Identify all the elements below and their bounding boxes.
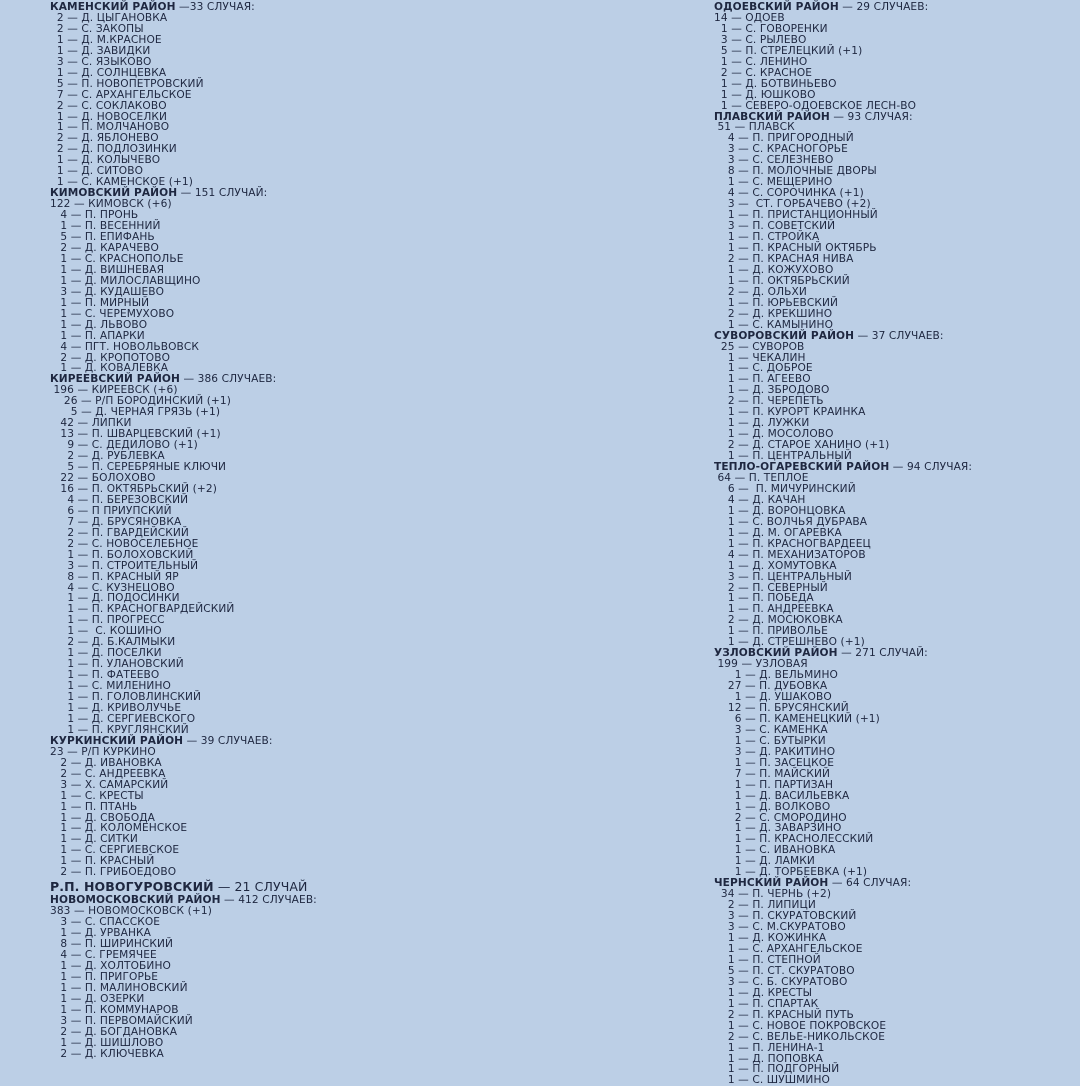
locality-entry: 2 — Д. МОСЮКОВКА xyxy=(714,614,843,627)
locality-entry: 1 — П. ПОДГОРНЫЙ xyxy=(714,1063,840,1076)
locality-entry: 25 — СУВОРОВ xyxy=(714,340,805,353)
locality-entry: 2 — С. НОВОСЕЛЕБНОЕ xyxy=(50,537,199,550)
locality-entry: 7 — Д. БРУСЯНОВКА xyxy=(50,515,182,528)
locality-entry: 3 — С. Б. СКУРАТОВО xyxy=(714,975,848,988)
district-block xyxy=(50,374,520,735)
locality-entry: 7 — П. МАЙСКИЙ xyxy=(714,767,831,780)
entry-list xyxy=(50,385,520,736)
locality-entry: 4 — П. БЕРЕЗОВСКИЙ xyxy=(50,493,189,506)
entry-list xyxy=(714,473,1074,648)
district-name: ТЕПЛО-ОГАРЕВСКИЙ РАЙОН xyxy=(714,461,890,474)
locality-entry: 1 — Д. ЛЬВОВО xyxy=(50,318,148,331)
locality-entry: 1 — Д. КОВАЛЕВКА xyxy=(50,362,169,375)
locality-entry: 1 — П. КРАСНЫЙ ОКТЯБРЬ xyxy=(714,241,877,254)
locality-entry: 42 — ЛИПКИ xyxy=(50,417,132,430)
locality-entry: 1 — Д. ЛАМКИ xyxy=(714,855,815,868)
district-count: — 386 СЛУЧАЕВ: xyxy=(180,373,277,386)
locality-entry: 4 — ПГТ. НОВОЛЬВОВСК xyxy=(50,340,200,353)
entry-list xyxy=(714,13,1074,112)
locality-entry: 26 — Р/П БОРОДИНСКИЙ (+1) xyxy=(50,395,231,408)
locality-entry: 1 — С. ДОБРОЕ xyxy=(714,362,813,375)
locality-entry: 3 — С. М.СКУРАТОВО xyxy=(714,921,846,934)
locality-entry: 34 — П. ЧЕРНЬ (+2) xyxy=(714,888,832,901)
district-block xyxy=(50,878,520,895)
locality-entry: 2 — Д. КРЕКШИНО xyxy=(714,307,833,320)
entry-list xyxy=(714,342,1074,462)
locality-entry: 6 — П. КАМЕНЕЦКИЙ (+1) xyxy=(714,712,880,725)
locality-entry: 1 — Д. ПОДОСИНКИ xyxy=(50,592,180,605)
locality-entry: 5 — П. СЕРЕБРЯНЫЕ КЛЮЧИ xyxy=(50,461,227,474)
locality-entry: 3 — СТ. ГОРБАЧЕВО (+2) xyxy=(714,198,871,211)
locality-entry: 1 — СЕВЕРО-ОДОЕВСКОЕ ЛЕСН-ВО xyxy=(714,99,917,112)
locality-entry: 2 — С. СМОРОДИНО xyxy=(714,811,847,824)
locality-entry: 1 — П. МОЛЧАНОВО xyxy=(50,121,170,134)
locality-entry: 1 — С. БУТЫРКИ xyxy=(714,734,826,747)
district-block xyxy=(714,112,1074,331)
district-header xyxy=(50,878,520,895)
locality-entry: 1 — П. УЛАНОВСКИЙ xyxy=(50,658,184,671)
locality-entry: 1 — П. АГЕЕВО xyxy=(714,373,811,386)
locality-entry: 1 — Д. СОЛНЦЕВКА xyxy=(50,66,167,79)
locality-entry: 1 — П. КРАСНОЛЕССКИЙ xyxy=(714,833,874,846)
district-block xyxy=(50,736,520,878)
locality-entry: 1 — Д. ЮШКОВО xyxy=(714,88,816,101)
district-name: КИРЕЕВСКИЙ РАЙОН xyxy=(50,373,180,386)
locality-entry: 1 — П. МИРНЫЙ xyxy=(50,296,150,309)
entry-list xyxy=(50,906,520,1059)
locality-entry: 1 — П. ПРИГОРЬЕ xyxy=(50,970,159,983)
entry-list xyxy=(50,13,520,188)
locality-entry: 2 — Д. БОГДАНОВКА xyxy=(50,1025,178,1038)
locality-entry: 1 — П. КУРОРТ КРАИНКА xyxy=(714,406,866,419)
district-block xyxy=(50,895,520,1059)
locality-entry: 1 — П. АНДРЕЕВКА xyxy=(714,603,834,616)
locality-entry: 383 — НОВОМОСКОВСК (+1) xyxy=(50,905,212,918)
locality-entry: 2 — С. КРАСНОЕ xyxy=(714,66,813,79)
locality-entry: 1 — С. СЕРГИЕВСКОЕ xyxy=(50,844,180,857)
locality-entry: 2 — П. ГРИБОЕДОВО xyxy=(50,866,177,879)
locality-entry: 8 — П. ШИРИНСКИЙ xyxy=(50,938,174,951)
locality-entry: 4 — С. ГРЕМЯЧЕЕ xyxy=(50,949,157,962)
locality-entry: 1 — Д. КОЖУХОВО xyxy=(714,263,834,276)
locality-entry: 1 — П. КОММУНАРОВ xyxy=(50,1003,179,1016)
district-count: —33 СЛУЧАЯ: xyxy=(175,1,255,13)
district-name: СУВОРОВСКИЙ РАЙОН xyxy=(714,329,855,342)
locality-entry: 1 — Д. ПОПОВКА xyxy=(714,1052,823,1065)
locality-entry: 1 — П. КРАСНЫЙ xyxy=(50,855,155,868)
entry-list xyxy=(714,659,1074,878)
locality-entry: 1 — П. КРАСНОГВАРДЕЙСКИЙ xyxy=(50,603,235,616)
locality-entry: 2 — Д. РУБЛЕВКА xyxy=(50,450,165,463)
locality-entry: 6 — П. МИЧУРИНСКИЙ xyxy=(714,482,856,495)
locality-entry: 196 — КИРЕЕВСК (+6) xyxy=(50,384,178,397)
locality-entry: 1 — Д. ОЗЕРКИ xyxy=(50,992,145,1005)
district-name: ПЛАВСКИЙ РАЙОН xyxy=(714,110,830,123)
locality-entry: 12 — П. БРУСЯНСКИЙ xyxy=(714,702,849,714)
locality-entry: 3 — С. СПАССКОЕ xyxy=(50,916,161,929)
locality-entry: 3 — С. РЫЛЕВО xyxy=(714,33,807,46)
locality-entry: 2 — С. ЗАКОПЫ xyxy=(50,22,144,35)
locality-entry: 1 — П. СТРОЙКА xyxy=(714,231,820,244)
district-name: КУРКИНСКИЙ РАЙОН xyxy=(50,734,184,747)
district-name: Р.П. НОВОГУРОВСКИЙ xyxy=(50,879,214,895)
locality-entry: 2 — Д. КЛЮЧЕВКА xyxy=(50,1047,164,1060)
locality-entry: 3 — С. СЕЛЕЗНЕВО xyxy=(714,154,834,167)
locality-entry: 1 — С. ЧЕРЕМУХОВО xyxy=(50,307,175,320)
locality-entry: 1 — Д. МИЛОСЛАВЩИНО xyxy=(50,274,201,287)
locality-entry: 2 — С. ВЕЛЬЕ-НИКОЛЬСКОЕ xyxy=(714,1030,886,1043)
locality-entry: 1 — Д. УШАКОВО xyxy=(714,691,832,704)
district-name: ЧЕРНСКИЙ РАЙОН xyxy=(714,877,829,890)
locality-entry: 3 — Д. КУДАШЕВО xyxy=(50,285,165,298)
locality-entry: 1 — С. КРЕСТЫ xyxy=(50,789,144,802)
locality-entry: 2 — Д. Б.КАЛМЫКИ xyxy=(50,636,176,649)
locality-entry: 3 — П. ПЕРВОМАЙСКИЙ xyxy=(50,1014,193,1027)
right-column xyxy=(714,2,1074,1086)
locality-entry: 1 — Д. ЗАВИДКИ xyxy=(50,44,151,57)
district-block xyxy=(714,878,1074,1086)
locality-entry: 1 — Д. ЛУЖКИ xyxy=(714,417,810,430)
locality-entry: 1 — Д. М.КРАСНОЕ xyxy=(50,33,162,46)
locality-entry: 1 — П. МАЛИНОВСКИЙ xyxy=(50,981,188,994)
district-count: — 151 СЛУЧАЙ: xyxy=(177,187,268,200)
district-block xyxy=(714,331,1074,462)
district-block xyxy=(50,2,520,188)
district-count: — 39 СЛУЧАЕВ: xyxy=(183,734,273,747)
district-count: — 37 СЛУЧАЕВ: xyxy=(854,329,944,342)
locality-entry: 1 — С. КАМЕНСКОЕ (+1) xyxy=(50,176,194,189)
locality-entry: 22 — БОЛОХОВО xyxy=(50,471,156,484)
locality-entry: 16 — П. ОКТЯБРЬСКИЙ (+2) xyxy=(50,482,217,495)
locality-entry: 4 — П. МЕХАНИЗАТОРОВ xyxy=(714,548,866,561)
left-column xyxy=(50,2,520,1060)
locality-entry: 6 — П ПРИУПСКИЙ xyxy=(50,504,172,517)
locality-entry: 1 — Д. ВЕЛЬМИНО xyxy=(714,669,838,682)
locality-entry: 1 — Д. СЕРГИЕВСКОГО xyxy=(50,712,196,725)
locality-entry: 1 — П. ЗАСЕЦКОЕ xyxy=(714,756,834,769)
locality-entry: 5 — Д. ЧЕРНАЯ ГРЯЗЬ (+1) xyxy=(50,406,221,419)
locality-entry: 3 — С. КАМЕНКА xyxy=(714,723,828,736)
locality-entry: 1 — П. БОЛОХОВСКИЙ xyxy=(50,548,194,561)
district-block xyxy=(714,462,1074,648)
locality-entry: 3 — П. ЦЕНТРАЛЬНЫЙ xyxy=(714,570,852,583)
locality-entry: 3 — П. СТРОИТЕЛЬНЫЙ xyxy=(50,559,199,572)
locality-entry: 2 — П. ГВАРДЕЙСКИЙ xyxy=(50,526,189,539)
locality-entry: 2 — П. СЕВЕРНЫЙ xyxy=(714,581,828,594)
locality-entry: 1 — Д. НОВОСЕЛКИ xyxy=(50,110,168,123)
locality-entry: 3 — Х. САМАРСКИЙ xyxy=(50,778,169,791)
locality-entry: 1 — Д. ШИШЛОВО xyxy=(50,1036,164,1049)
locality-entry: 1 — П. ВЕСЕННИЙ xyxy=(50,220,161,233)
locality-entry: 1 — П. ПРИСТАНЦИОННЫЙ xyxy=(714,209,878,222)
locality-entry: 122 — КИМОВСК (+6) xyxy=(50,198,172,211)
locality-entry: 7 — С. АРХАНГЕЛЬСКОЕ xyxy=(50,88,192,101)
district-block xyxy=(50,188,520,374)
locality-entry: 51 — ПЛАВСК xyxy=(714,121,795,134)
locality-entry: 1 — Д. ВОРОНЦОВКА xyxy=(714,504,846,517)
locality-entry: 2 — Д. ЦЫГАНОВКА xyxy=(50,11,168,24)
locality-entry: 1 — Д. СИТКИ xyxy=(50,833,138,846)
locality-entry: 1 — ЧЕКАЛИН xyxy=(714,351,806,364)
locality-entry: 1 — С. ЛЕНИНО xyxy=(714,55,808,68)
locality-entry: 1 — Д. БОТВИНЬЕВО xyxy=(714,77,837,90)
district-count: — 29 СЛУЧАЕВ: xyxy=(838,1,929,13)
entry-list xyxy=(50,199,520,374)
locality-entry: 2 — П. КРАСНАЯ НИВА xyxy=(714,252,854,265)
locality-entry: 1 — Д. М. ОГАРЕВКА xyxy=(714,526,842,539)
district-name: НОВОМОСКОВСКИЙ РАЙОН xyxy=(50,894,221,907)
locality-entry: 1 — Д. ЗАВАРЗИНО xyxy=(714,822,842,835)
locality-entry: 1 — Д. ПОСЕЛКИ xyxy=(50,647,162,660)
locality-entry: 199 — УЗЛОВАЯ xyxy=(714,658,808,671)
locality-entry: 2 — Д. ИВАНОВКА xyxy=(50,756,162,769)
locality-entry: 1 — С. МИЛЕНИНО xyxy=(50,680,171,693)
district-name: ОДОЕВСКИЙ РАЙОН xyxy=(714,1,839,13)
district-name: УЗЛОВСКИЙ РАЙОН xyxy=(714,647,838,660)
locality-entry: 1 — С. НОВОЕ ПОКРОВСКОЕ xyxy=(714,1019,887,1032)
locality-entry: 1 — Д. КОЖИНКА xyxy=(714,932,827,945)
locality-entry: 1 — П. ПРИВОЛЬЕ xyxy=(714,625,828,638)
locality-entry: 1 — П. ОКТЯБРЬСКИЙ xyxy=(714,274,850,287)
entry-list xyxy=(50,747,520,878)
district-count: — 94 СЛУЧАЯ: xyxy=(889,461,973,474)
locality-entry: 1 — С. КРАСНОПОЛЬЕ xyxy=(50,252,184,265)
locality-entry: 2 — П. ЛИПИЦИ xyxy=(714,899,816,912)
locality-entry: 2 — Д. КРОПОТОВО xyxy=(50,351,171,364)
locality-entry: 2 — С. АНДРЕЕВКА xyxy=(50,767,166,780)
district-count: — 412 СЛУЧАЕВ: xyxy=(220,894,317,907)
district-block xyxy=(714,648,1074,878)
locality-entry: 1 — П. ГОЛОВЛИНСКИЙ xyxy=(50,691,202,704)
locality-entry: 1 — Д. ТОРБЕЕВКА (+1) xyxy=(714,866,868,879)
locality-entry: 1 — Д. ХОЛТОБИНО xyxy=(50,959,171,972)
locality-entry: 1 — Д. ВАСИЛЬЕВКА xyxy=(714,789,850,802)
locality-entry: 1 — П. ФАТЕЕВО xyxy=(50,669,160,682)
locality-entry: 23 — Р/П КУРКИНО xyxy=(50,745,156,758)
locality-entry: 1 — С. ВОЛЧЬЯ ДУБРАВА xyxy=(714,515,868,528)
district-count: — 21 СЛУЧАЙ xyxy=(213,879,308,895)
entry-list xyxy=(714,122,1074,330)
locality-entry: 1 — Д. КОЛЫЧЕВО xyxy=(50,154,161,167)
district-header xyxy=(714,331,1074,342)
locality-entry: 1 — С. ШУШМИНО xyxy=(714,1074,830,1086)
locality-entry: 8 — П. КРАСНЫЙ ЯР xyxy=(50,570,179,583)
locality-entry: 1 — Д. КОЛОМЕНСКОЕ xyxy=(50,822,188,835)
locality-entry: 1 — П. КРУГЛЯНСКИЙ xyxy=(50,723,189,736)
locality-entry: 1 — С. МЕЩЕРИНО xyxy=(714,176,833,189)
locality-entry: 3 — Д. РАКИТИНО xyxy=(714,745,836,758)
locality-entry: 13 — П. ШВАРЦЕВСКИЙ (+1) xyxy=(50,428,221,441)
district-count: — 64 СЛУЧАЯ: xyxy=(828,877,912,890)
locality-entry: 1 — П. ПРОГРЕСС xyxy=(50,614,165,627)
locality-entry: 1 — Д. КРЕСТЫ xyxy=(714,986,813,999)
locality-entry: 1 — Д. КРИВОЛУЧЬЕ xyxy=(50,702,182,714)
locality-entry: 5 — П. СТ. СКУРАТОВО xyxy=(714,964,855,977)
district-count: — 271 СЛУЧАЙ: xyxy=(837,647,928,660)
locality-entry: 1 — Д. ВОЛКОВО xyxy=(714,800,831,813)
locality-entry: 1 — С. КАМЫНИНО xyxy=(714,318,834,331)
locality-entry: 2 — П. КРАСНЫЙ ПУТЬ xyxy=(714,1008,854,1021)
district-block xyxy=(714,2,1074,112)
locality-entry: 5 — П. ЕПИФАНЬ xyxy=(50,231,155,244)
locality-entry: 1 — С. КОШИНО xyxy=(50,625,162,638)
locality-entry: 1 — Д. ЗБРОДОВО xyxy=(714,384,830,397)
locality-entry: 14 — ОДОЕВ xyxy=(714,11,785,24)
district-count: — 93 СЛУЧАЯ: xyxy=(829,110,913,123)
entry-list xyxy=(714,889,1074,1086)
locality-entry: 1 — С. ИВАНОВКА xyxy=(714,844,836,857)
locality-entry: 1 — П. ПТАНЬ xyxy=(50,800,138,813)
locality-entry: 2 — Д. КАРАЧЕВО xyxy=(50,241,159,254)
district-name: КИМОВСКИЙ РАЙОН xyxy=(50,187,178,200)
locality-entry: 1 — Д. УРВАНКА xyxy=(50,927,151,940)
locality-entry: 1 — П. ПАРТИЗАН xyxy=(714,778,834,791)
locality-entry: 2 — Д. СТАРОЕ ХАНИНО (+1) xyxy=(714,439,890,452)
locality-entry: 4 — Д. КАЧАН xyxy=(714,493,806,506)
locality-entry: 1 — П. ЛЕНИНА-1 xyxy=(714,1041,825,1054)
locality-entry: 1 — С. АРХАНГЕЛЬСКОЕ xyxy=(714,942,863,955)
locality-entry: 27 — П. ДУБОВКА xyxy=(714,680,828,693)
locality-entry: 4 — С. КУЗНЕЦОВО xyxy=(50,581,175,594)
locality-entry: 2 — С. СОКЛАКОВО xyxy=(50,99,167,112)
locality-entry: 8 — П. МОЛОЧНЫЕ ДВОРЫ xyxy=(714,165,877,178)
locality-entry: 2 — Д. ПОДЛОЗИНКИ xyxy=(50,143,177,156)
locality-entry: 1 — П. ЮРЬЕВСКИЙ xyxy=(714,296,839,309)
locality-entry: 4 — С. СОРОЧИНКА (+1) xyxy=(714,187,864,200)
locality-entry: 3 — С. КРАСНОГОРЬЕ xyxy=(714,143,848,156)
locality-entry: 1 — Д. ХОМУТОВКА xyxy=(714,559,837,572)
locality-entry: 5 — П. СТРЕЛЕЦКИЙ (+1) xyxy=(714,44,863,57)
locality-entry: 2 — Д. ЯБЛОНЕВО xyxy=(50,132,159,145)
locality-entry: 1 — Д. СИТОВО xyxy=(50,165,144,178)
locality-entry: 1 — П. СТЕПНОЙ xyxy=(714,953,821,966)
locality-entry: 4 — П. ПРИГОРОДНЫЙ xyxy=(714,132,854,145)
locality-entry: 4 — П. ПРОНЬ xyxy=(50,209,139,222)
locality-entry: 1 — П. СПАРТАК xyxy=(714,997,819,1010)
locality-entry: 1 — П. ЦЕНТРАЛЬНЫЙ xyxy=(714,450,852,463)
locality-entry: 1 — С. ГОВОРЕНКИ xyxy=(714,22,828,35)
locality-entry: 1 — П. КРАСНОГВАРДЕЕЦ xyxy=(714,537,871,550)
locality-entry: 2 — П. ЧЕРЕПЕТЬ xyxy=(714,395,824,408)
locality-entry: 1 — Д. СТРЕШНЕВО (+1) xyxy=(714,636,865,649)
locality-entry: 3 — С. ЯЗЫКОВО xyxy=(50,55,152,68)
locality-entry: 1 — П. АПАРКИ xyxy=(50,329,145,342)
locality-entry: 1 — П. ПОБЕДА xyxy=(714,592,814,605)
locality-entry: 9 — С. ДЕДИЛОВО (+1) xyxy=(50,439,198,452)
locality-entry: 64 — П. ТЕПЛОЕ xyxy=(714,471,809,484)
locality-entry: 3 — П. СОВЕТСКИЙ xyxy=(714,220,836,233)
locality-entry: 1 — Д. ВИШНЕВАЯ xyxy=(50,263,165,276)
locality-entry: 1 — Д. МОСОЛОВО xyxy=(714,428,834,441)
locality-entry: 5 — П. НОВОПЕТРОВСКИЙ xyxy=(50,77,204,90)
locality-entry: 3 — П. СКУРАТОВСКИЙ xyxy=(714,910,857,923)
locality-entry: 1 — Д. СВОБОДА xyxy=(50,811,156,824)
locality-entry: 2 — Д. ОЛЬХИ xyxy=(714,285,807,298)
district-name: КАМЕНСКИЙ РАЙОН xyxy=(50,1,176,13)
